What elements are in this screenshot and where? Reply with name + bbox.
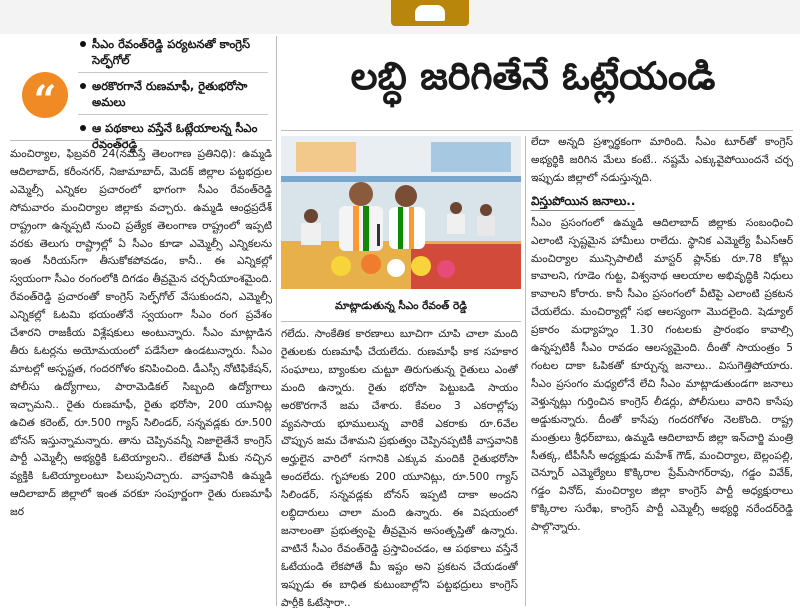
highlight-bullets	[78, 36, 268, 161]
page-top-strip	[0, 0, 800, 34]
bullet-item: ఆ పథకాలు వస్తేనే ఓట్లేయాలన్న సీఎం రేవంత్‌రెడ్డి	[78, 120, 268, 156]
section-rule	[10, 140, 272, 141]
article-column-3	[531, 134, 793, 608]
subheading: విస్తుపోయిన జనాలు..	[531, 192, 635, 211]
bullet-item: సీఎం రేవంత్‌రెడ్డి పర్యటనతో కాంగ్రెస్‌ సెల్ఫ్‌గోల్‌	[78, 36, 268, 73]
article-column-2	[281, 326, 518, 608]
news-photo	[281, 136, 521, 289]
article-column-1	[10, 146, 272, 608]
section-rule	[281, 130, 793, 131]
bullet-item: అరకొరగానే రుణమాఫీ, రైతుభరోసా అమలు	[78, 78, 268, 115]
article-text: సీఎం ప్రసంగంలో ఉమ్మడి ఆదిలాబాద్‌ జిల్లాకు సంబంధించి ఎలాంటి స్పష్టమైన హామీలు రాలేదు. స్థానిక ఎమ్మెల్యే పీఎస్‌ఆర్‌ మంచిర్యాల మున్సిపాలిటీ మాస్టర్‌ ప్లాన్‌కు రూ.78 కోట్లు కావాలని, గూడెం గుట్ట, విశ్వనాథ ఆలయాల అభివృద్ధికి నిధులు కావాలని కోరారు. కానీ సీఎం ప్రసంగంలో వీటిపై ఎలాంటి ప్రకటన చేయలేదు. మంచిర్యాల్లో సభ ఆలస్యంగా మొదలైంది. షెడ్యూల్‌ ప్రకారం మధ్యాహ్నం 1.30 గంటలకు ప్రారంభం కావాల్సి ఉన్నప్పటికీ సీఎం రావడం ఆలస్యమైంది. దీంతో సాయంత్రం 5 గంటల దాకా ఓపికతో కూర్చున్న జనాలు.. విసుగెత్తిపోయారు. సీఎం ప్రసంగం మధ్యలోనే లేచి సీఎం మాట్లాడుతుండగా జనాలు వెళ్తున్నట్లు గుర్తించిన కాంగ్రెస్‌ లీడర్లు, పోలీసులు వారిని కాసేపు అడ్డుకున్నారు. దీంతో కాసేపు గందరగోళం నెలకొంది. రాష్ట్ర మంత్రులు శ్రీధర్‌బాబు, ఉమ్మడి ఆదిలాబాద్‌ జిల్లా ఇన్‌చార్జి మంత్రి సీతక్క, టీపీసీసీ అధ్యక్షుడు మహేశ్‌ గౌడ్‌, మంచిర్యాల, బెల్లంపల్లి, చెన్నూర్‌ ఎమ్మెల్యేలు కొక్కిరాల ప్రేమ్‌సాగర్‌రావు, గడ్డం వివేక్‌, గడ్డం వినోద్‌, మంచిర్యాల జిల్లా కాంగ్రెస్‌ పార్టీ అధ్యక్షురాలు కొక్కిరాల సురేఖ, కాంగ్రెస్‌ పార్టీ ఎమ్మెల్సీ అభ్యర్థి నరేందర్‌రెడ్డి పాల్గొన్నారు.	[531, 216, 793, 534]
quote-icon: “	[22, 72, 68, 118]
photo-caption: మాట్లాడుతున్న సీఎం రేవంత్‌ రెడ్డి	[281, 291, 521, 322]
headline: లబ్ధి జరిగితేనే ఓట్లేయండి	[350, 53, 716, 98]
article-text: గలేదు. సాంకేతిక కారణాలు బూచిగా చూపి చాలా మంది రైతులకు రుణమాఫీ చేయలేదు. రుణమాఫీ కాక సహకార సంఘాలు, బ్యాంకుల చుట్టూ తిరుగుతున్న రైతులు ఎంతో మంది ఉన్నారు. రైతు భరోసా పెట్టుబడి సాయం అరకొరగానే జమ చేశారు. కేవలం 3 ఎకరాల్లోపు వ్యవసాయ భూములున్న వారికే ఎకరాకు రూ.6వేల చొప్పున జమ చేశామని ప్రభుత్వం చెప్పినప్పటికీ వాస్తవానికి అర్హులైన వారిలో సగానికి ఎక్కువ మందికి రైతుభరోసా అందలేదు. గృహాలకు 200 యూనిట్లు, రూ.500 గ్యాస్‌ సిలిండర్‌, సన్నవడ్లకు బోనస్‌ ఇప్పటి దాకా అందని లబ్ధిదారులు చాలా మంది ఉన్నారు. ఈ విషయంలో జనాలంతా ప్రభుత్వంపై తీవ్రమైన అసంతృప్తితో ఉన్నారు. వాటినే సీఎం రేవంత్‌రెడ్డి ప్రస్తావించడం, ఆ పథకాలు వస్తేనే ఓటేయండి లేకపోతే మీ ఇష్టం అని ప్రకటన చేయడంతో ఇప్పుడు ఈ బాధిత కుటుంబాల్లోని పట్టభద్రులు కాంగ్రెస్‌ పార్టీకి ఓటేస్తారా..	[281, 328, 518, 608]
cm-speech-photo	[281, 136, 521, 289]
column-divider	[525, 136, 526, 606]
article-text: లేదా అన్నది ప్రశ్నార్థకంగా మారింది. సీఎం టూర్‌తో కాంగ్రెస్‌ అభ్యర్థికి జరిగిన మేలు కంటే.. నష్టమే ఎక్కువైపోయిందనే చర్చ ఇప్పుడు జిల్లాలో నడుస్తున్నది.	[531, 136, 793, 184]
column-divider	[276, 36, 277, 606]
article-text: మంచిర్యాల, ఫిబ్రవరి 24(నమస్తే తెలంగాణ ప్రతినిధి): ఉమ్మడి ఆదిలాబాద్‌, కరీంనగర్‌, నిజామాబాద్‌, మెదక్‌ జిల్లాల పట్టభద్రుల ఎమ్మెల్సీ ఎన్నికల ప్రచారంలో భాగంగా సీఎం రేవంత్‌రెడ్డి సోమవారం మంచిర్యాల జిల్లాకు వచ్చారు. ఉమ్మడి ఆంధ్రప్రదేశ్‌ రాష్ట్రంగా ఉన్నప్పటి నుంచి ప్రత్యేక తెలంగాణ రాష్ట్రంలో ఇప్పటి వరకు తెలుగు రాష్ట్రాల్లో ఏ సీఎం కూడా ఎమ్మెల్సీ ఎన్నికలను ఇంత సీరియస్‌గా తీసుకోకపోవడం, కానీ.. ఈ ఎన్నికల్లో స్వయంగా సీఎం రంగంలోకి దిగడం తీవ్రమైన చర్చనీయాంశమైంది. రేవంత్‌రెడ్డి ప్రచారంతో కాంగ్రెస్‌ సెల్ఫ్‌గోల్‌ వేసుకుందని, ఎమ్మెల్సీ ఎన్నికల్లో ఓటమి భయంతోనే స్వయంగా సీఎం రంగ ప్రవేశం చేశారని రాజకీయ విశ్లేషకులు అంటున్నారు. సీఎం మాట్లాడిన తీరు ఓటర్లను అయోమయంలో పడేసేలా ఉండటున్నారు. సీఎం మాటల్లో అస్పష్టత, గందరగోళం కనిపించింది. డీఎస్సీ నోటిఫికేషన్‌, పోలీసు ఉద్యోగాలు, పారామెడికల్‌ సిబ్బంది ఉద్యోగాలు ఇచ్చామని.. రైతు రుణమాఫీ, రైతు భరోసా, 200 యూనిట్ల ఉచిత కరెంట్‌, రూ.500 గ్యాస్‌ సిలిండర్‌, సన్నవడ్లకు రూ.500 బోనస్‌ ఇస్తున్నామన్నారు. తాను చెప్పినవన్నీ నిజాలైతేనే కాంగ్రెస్‌ పార్టీ ఎమ్మెల్సీ అభ్యర్థికి ఓటెయ్యాలని.. లేకపోతే మీకు నచ్చిన వ్యక్తికి ఓటెయ్యాలంటూ పిలుపునిచ్చారు. వాస్తవానికి ఉమ్మడి ఆదిలాబాద్‌ జిల్లాలో ఇంత వరకూ సంపూర్ణంగా రైతు రుణమాఫీ జర	[10, 148, 272, 519]
newspaper-logo	[391, 0, 469, 26]
